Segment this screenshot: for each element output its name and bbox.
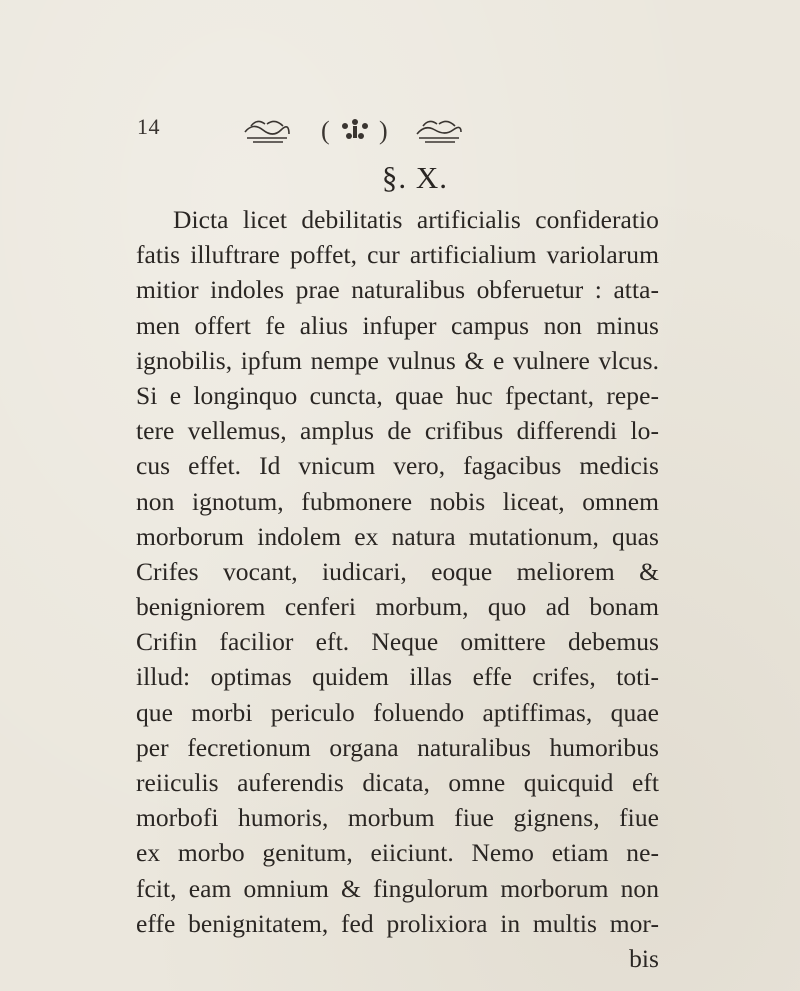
paragraph-line: Si e longinquo cuncta, quae huc fpectant, repe-: [136, 380, 659, 410]
paragraph-line: bis: [629, 943, 659, 973]
section-heading: §. X.: [381, 160, 449, 195]
paragraph-line: tere vellemus, amplus de crifibus differendi lo-: [136, 416, 659, 446]
paragraph-line: que morbi periculo foluendo aptiffimas, quae: [136, 697, 659, 727]
paragraph-line: fatis illuftrare poffet, cur artificialium variolarum: [136, 240, 659, 270]
svg-text:(: (: [321, 116, 330, 145]
ornament-icon: [243, 112, 463, 148]
paragraph-line: men offert fe alius infuper campus non minus: [136, 310, 659, 340]
paragraph-line: illud: optimas quidem illas effe crifes, toti-: [136, 662, 659, 692]
paragraph-line: benigniorem cenferi morbum, quo ad bonam: [136, 592, 659, 622]
paragraph-line: fcit, eam omnium & fingulorum morborum non: [136, 873, 659, 903]
paragraph-line: Crifes vocant, iudicari, eoque meliorem &: [136, 556, 659, 586]
paragraph-line: morbofi humoris, morbum fiue gignens, fiue: [136, 803, 659, 833]
svg-text:): ): [379, 116, 388, 145]
paragraph-line: Crifin facilior eft. Neque omittere debemus: [136, 627, 659, 657]
paragraph-line: ex morbo genitum, eiiciunt. Nemo etiam ne-: [136, 838, 659, 868]
paragraph-line: morborum indolem ex natura mutationum, quas: [136, 521, 659, 551]
paragraph-line: per fecretionum organa naturalibus humoribus: [136, 732, 659, 762]
paragraph-line: Dicta licet debilitatis artificialis confideratio: [173, 205, 659, 234]
paragraph-line: non ignotum, fubmonere nobis liceat, omnem: [136, 486, 659, 516]
paragraph-line: mitior indoles prae naturalibus obferuetur : atta-: [136, 275, 659, 305]
page-number: 14: [137, 114, 160, 139]
paragraph-line: reiiculis auferendis dicata, omne quicquid eft: [136, 768, 659, 797]
paragraph-line: cus effet. Id vnicum vero, fagacibus medicis: [136, 451, 659, 481]
paragraph-line: effe benignitatem, fed prolixiora in multis mor-: [136, 908, 659, 938]
paragraph-line: ignobilis, ipfum nempe vulnus & e vulnere vlcus.: [136, 345, 659, 375]
paragraph: [136, 202, 659, 976]
